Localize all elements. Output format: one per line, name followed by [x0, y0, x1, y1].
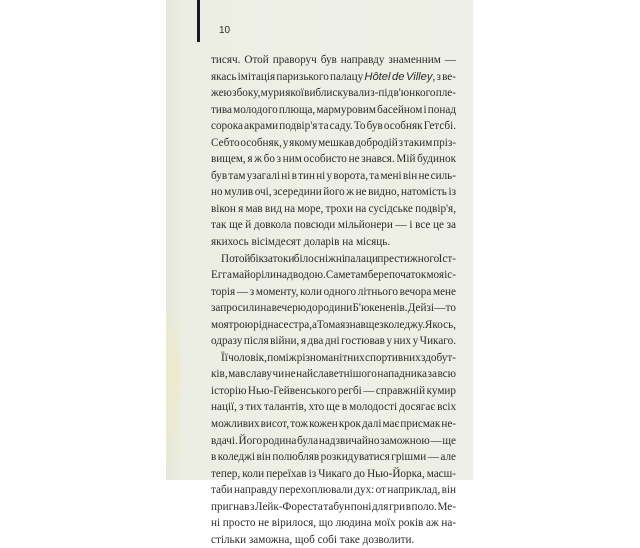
text-line: но мулив очі, зсередини його ж не видно, натомість із: [211, 186, 456, 199]
bookmark-ribbon: [197, 0, 200, 42]
text-line: вдачі. Його родина була надзвичайно заможною — ще: [211, 434, 457, 447]
text-line: жею збоку, мури якої виблискували з-під в'юнкого пле-: [211, 87, 456, 100]
text-line: в коледжі він полюбляв розкидуватися грішми — але: [211, 451, 456, 464]
text-line: вищем, я ж бо з ним особисто не знався. Мій будинок: [211, 153, 456, 166]
text-line: вікон я мав вид на море, трохи на сусідське подвір'я,: [211, 202, 456, 215]
text-line: моя троюрідна сестра, а Тома я знав ще з коледжу. Якось,: [211, 318, 456, 331]
text-line: ні просто не вірилося, що людина моїх років аж на-: [211, 517, 457, 530]
page-number: 10: [219, 25, 231, 36]
text-line: якась імітація паризького палацу Hôtel de Villey, з ве-: [211, 70, 457, 83]
text-line: торія — з моменту, коли одного літнього вечора мене: [211, 285, 456, 298]
text-line: Її чоловік, поміж різноманітних спортивних здобут-: [221, 351, 456, 364]
italic-term: Hôtel de Villey: [364, 70, 433, 83]
text-line: якихось вісімдесят доларів на місяць.: [211, 236, 391, 249]
text-line: так ще й довкола повсюди мільйонери — і все це за: [211, 219, 457, 232]
text-line: історію Нью-Гейвенського регбі — справжній кумир: [211, 384, 456, 397]
text-line: нації, з тих талантів, хто ще в молодості досягає всіх: [211, 401, 457, 414]
text-line: тепер, коли переїхав із Чикаго до Нью-Йорка, масш-: [211, 467, 456, 480]
text-line: таби направду перехоплювали дух: от наприклад, він: [211, 484, 457, 497]
text-line: тисяч. Отой праворуч був направду знаменним —: [211, 54, 456, 66]
text-line: був там узагалі ні в тин ні у ворота, та мені він не силь-: [211, 169, 456, 182]
text-line: одразу після війни, я два дні гостював у них у Чикаго.: [211, 335, 456, 348]
page-shadow: [166, 300, 180, 480]
body-text: [211, 52, 456, 548]
text-line: Егга майоріли над водою. Саме там бере початок моя іс-: [211, 269, 456, 282]
text-line: можливих висот, тож кожен крок далі має присмак не-: [211, 418, 457, 431]
text-line: Себто особняк, у якому мешкав добродій з таким пріз-: [211, 136, 456, 149]
text-line: запросили на вечерю до родини Б'юкененів. Дейзі — то: [211, 302, 456, 315]
text-line: пригнав з Лейк-Фореста табун поні для гри в поло. Ме-: [211, 500, 456, 513]
text-line: тива молодого плюща, мармуровим басейном і понад: [211, 103, 457, 116]
text-line: ків, мав славу чи не найславетнішого нападника за всю: [211, 368, 456, 381]
text-line: стільки заможна, щоб собі таке дозволити.: [211, 533, 415, 546]
text-line: сорока акрами подвір'я та саду. То був особняк Гетсбі.: [211, 120, 457, 133]
text-line: По той бік затоки білосніжні палаци престижного Іст-: [221, 252, 456, 265]
